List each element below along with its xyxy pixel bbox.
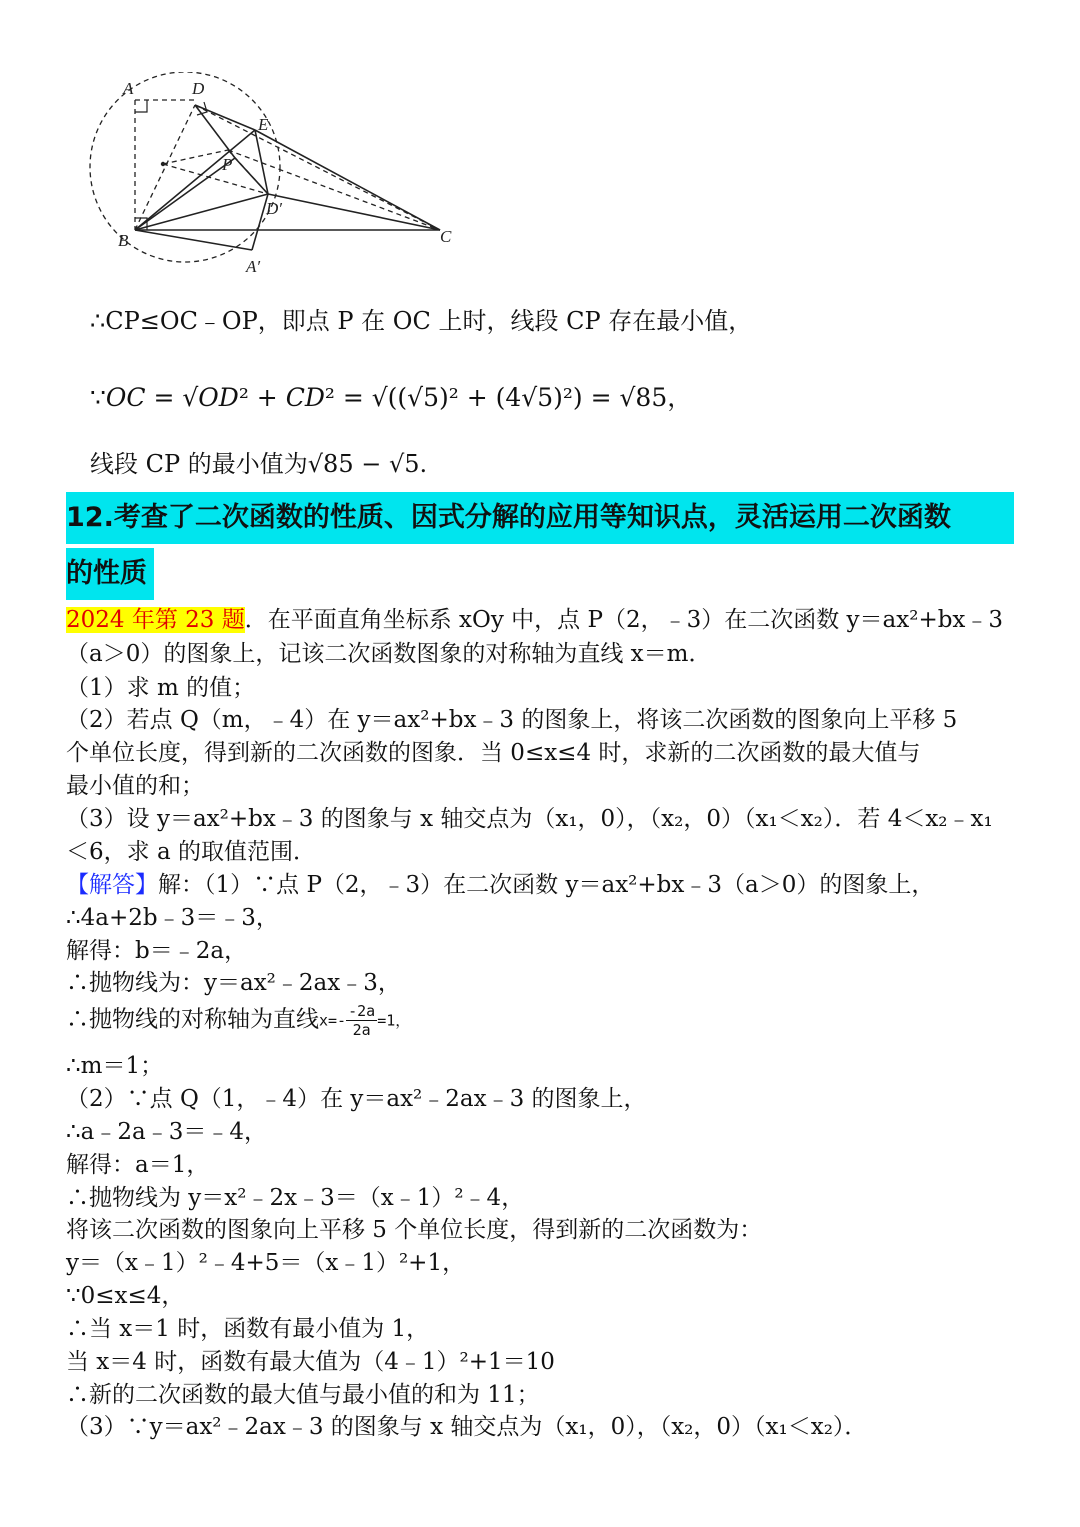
answer-line-1 bbox=[66, 869, 1040, 901]
center-point bbox=[161, 162, 165, 166]
answer-line-6: ∴m＝1； bbox=[66, 1053, 164, 1079]
answer-line-16: ∴新的二次函数的最大值与最小值的和为 11； bbox=[66, 1382, 540, 1408]
geometry-figure bbox=[80, 72, 480, 287]
answer-line-13: ∵0≤x≤4， bbox=[66, 1283, 185, 1309]
answer-line-5 bbox=[66, 1002, 1040, 1039]
section-heading-line-1: 12.考查了二次函数的性质、因式分解的应用等知识点，灵活运用二次函数 bbox=[66, 492, 1014, 544]
answer-line-7: （2）∵点 Q（1，﹣4）在 y＝ax²﹣2ax﹣3 的图象上， bbox=[66, 1086, 647, 1112]
answer-text-1: 解：（1）∵点 P（2，﹣3）在二次函数 y＝ax²+bx﹣3（a＞0）的图象上， bbox=[158, 872, 935, 898]
axis-x: x=- bbox=[319, 1011, 347, 1030]
answer-line-3: 解得：b＝﹣2a， bbox=[66, 938, 248, 964]
answer-line-4: ∴抛物线为：y＝ax²﹣2ax﹣3， bbox=[66, 970, 401, 996]
right-angle-marks bbox=[135, 100, 207, 230]
question-part-2-cont: 个单位长度，得到新的二次函数的图象．当 0≤x≤4 时，求新的二次函数的最大值与 bbox=[66, 740, 921, 766]
solid-lines bbox=[135, 105, 440, 250]
answer-line-11: 将该二次函数的图象向上平移 5 个单位长度，得到新的二次函数为： bbox=[66, 1217, 763, 1243]
question-text-1: ．在平面直角坐标系 xOy 中，点 P（2，﹣3）在二次函数 y＝ax²+bx﹣3 bbox=[244, 607, 1004, 633]
answer-line-14: ∴当 x＝1 时，函数有最小值为 1， bbox=[66, 1316, 430, 1342]
section-heading-line-2: 的性质 bbox=[66, 548, 154, 600]
axis-result: =1， bbox=[377, 1011, 411, 1030]
label-d: D bbox=[192, 79, 205, 98]
answer-line-15: 当 x＝4 时，函数有最大值为（4﹣1）²+1＝10 bbox=[66, 1349, 555, 1375]
label-d-prime: D′ bbox=[266, 199, 282, 218]
answer-line-8: ∴a﹣2a﹣3＝﹣4， bbox=[66, 1119, 267, 1145]
label-c: C bbox=[440, 227, 452, 246]
label-b: B bbox=[118, 231, 129, 250]
oc-formula: ∵𝑂𝐶 = √𝑂𝐷² + 𝐶𝐷² = √((√5)² + (4√5)²) = √85， bbox=[90, 383, 693, 412]
conclusion-line-1: ∴CP≤OC﹣OP，即点 P 在 OC 上时，线段 CP 存在最小值， bbox=[90, 307, 753, 335]
conclusion-line-2: 线段 CP 的最小值为√85 − √5. bbox=[90, 450, 428, 478]
question-part-2: （2）若点 Q（m，﹣4）在 y＝ax²+bx﹣3 的图象上，将该二次函数的图象向上平移 5 bbox=[66, 707, 958, 733]
axis-fraction bbox=[346, 1002, 377, 1039]
answer-line-10: ∴抛物线为 y＝x²﹣2x﹣3＝（x﹣1）²﹣4， bbox=[66, 1185, 525, 1211]
label-e: E bbox=[258, 115, 269, 134]
fraction-numerator: -2a bbox=[348, 1002, 376, 1020]
question-line-2: （a＞0）的图象上，记该二次函数图象的对称轴为直线 x＝m． bbox=[66, 641, 712, 667]
label-p: P bbox=[222, 155, 233, 174]
axis-text: ∴抛物线的对称轴为直线 bbox=[66, 1006, 319, 1033]
label-a-prime: A′ bbox=[246, 257, 261, 276]
answer-line-17: （3）∵y＝ax²﹣2ax﹣3 的图象与 x 轴交点为（x₁，0），（x₂，0）（x₁＜x₂）． bbox=[66, 1414, 868, 1440]
question-part-3: （3）设 y＝ax²+bx﹣3 的图象与 x 轴交点为（x₁，0），（x₂，0）（x₁＜x₂）．若 4＜x₂﹣x₁ bbox=[66, 806, 993, 832]
question-part-1: （1）求 m 的值； bbox=[66, 675, 256, 701]
answer-tag: 【解答】 bbox=[66, 872, 158, 898]
fraction-denominator: 2a bbox=[352, 1021, 371, 1039]
question-source-tag: 2024 年第 23 题 bbox=[66, 607, 245, 633]
answer-line-12: y＝（x﹣1）²﹣4+5＝（x﹣1）²+1， bbox=[66, 1250, 466, 1276]
question-part-2-end: 最小值的和； bbox=[66, 773, 204, 799]
label-a: A bbox=[123, 79, 134, 98]
answer-line-9: 解得：a＝1， bbox=[66, 1152, 210, 1178]
question-part-3-end: ＜6，求 a 的取值范围． bbox=[66, 839, 316, 865]
answer-line-2: ∴4a+2b﹣3＝﹣3， bbox=[66, 905, 279, 931]
question-line-1 bbox=[66, 604, 1040, 636]
dashed-lines bbox=[135, 100, 440, 230]
